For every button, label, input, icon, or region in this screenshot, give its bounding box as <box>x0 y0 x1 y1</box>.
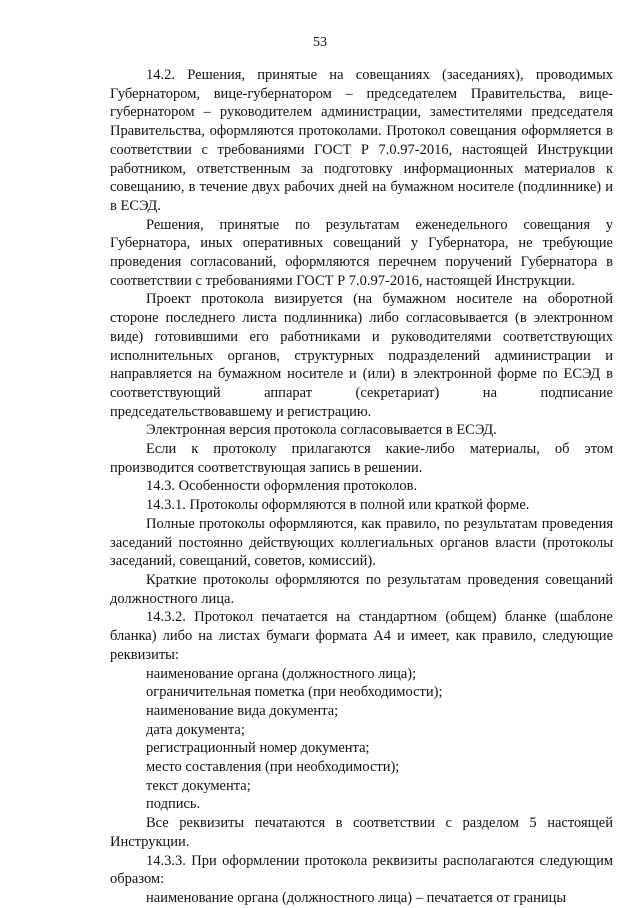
requisite-item: место составления (при необходимости); <box>146 759 400 776</box>
paragraph-draft-approval: Проект протокола визируется (на бумажном носителе на оборотной стороне последнего листа подлинника) либо согласовывается (в электронном виде) готовившими его работниками и руководителями соответствующих исполнительных органов, структурных подразделений администрации и направляется на бумажном носителе и (или) в электронной форме по ЕСЭД в соответствующий аппарат (секретариат) на подписание председательствовавшему и регистрацию. <box>110 291 613 420</box>
paragraph-14-3-2: 14.3.2. Протокол печатается на стандартном (общем) бланке (шаблоне бланка) либо на листах бумаги формата А4 и имеет, как правило, следующие реквизиты: <box>110 609 613 663</box>
paragraph-14-2: 14.2. Решения, принятые на совещаниях (заседаниях), проводимых Губернатором, вице-губернатором – председателем Правительства, вице-губернатором – руководителем администрации, заместителями председателя Правительства, оформляются протоколами. Протокол совещания оформляется в соответствии с требованиями ГОСТ Р 7.0.97-2016, настоящей Инструкции работником, ответственным за подготовку информационных материалов к совещанию, в течение двух рабочих дней на бумажном носителе (подлиннике) и в ЕСЭД. <box>110 67 613 214</box>
requisite-item: ограничительная пометка (при необходимости); <box>146 684 443 701</box>
requisite-item: наименование органа (должностного лица); <box>146 665 417 682</box>
paragraph-14-3-3: 14.3.3. При оформлении протокола реквизиты располагаются следующим образом: <box>110 852 613 888</box>
requisite-item: текст документа; <box>146 777 251 794</box>
page-number: 53 <box>313 35 327 50</box>
paragraph-weekly-meeting: Решения, принятые по результатам еженедельного совещания у Губернатора, иных оперативных совещаний у Губернатора, не требующие проведения согласований, оформляются перечнем поручений Губернатора в соответствии с требованиями ГОСТ Р 7.0.97-2016, настоящей Инструкции. <box>110 216 613 289</box>
heading-14-3: 14.3. Особенности оформления протоколов. <box>146 478 418 495</box>
document-body <box>110 66 613 908</box>
requisite-item: регистрационный номер документа; <box>146 740 370 757</box>
paragraph-14-3-1: 14.3.1. Протоколы оформляются в полной или краткой форме. <box>146 497 530 514</box>
requisite-item: дата документа; <box>146 721 245 738</box>
paragraph-all-requisites: Все реквизиты печатаются в соответствии с разделом 5 настоящей Инструкции. <box>110 815 613 850</box>
paragraph-short-protocols: Краткие протоколы оформляются по результатам проведения совещаний должностного лица. <box>110 571 613 607</box>
paragraph-electronic-version: Электронная версия протокола согласовывается в ЕСЭД. <box>146 422 497 439</box>
paragraph-attachments: Если к протоколу прилагаются какие-либо материалы, об этом производится соответствующая запись в решении. <box>110 441 613 476</box>
requisite-item: подпись. <box>146 796 201 813</box>
requisite-item: наименование вида документа; <box>146 702 339 719</box>
paragraph-organ-name: наименование органа (должностного лица) – печатается от границы <box>146 889 567 906</box>
paragraph-full-protocols: Полные протоколы оформляются, как правило, по результатам проведения заседаний постоянно действующих коллегиальных органов власти (протоколы заседаний, совещаний, советов, комиссий). <box>110 515 613 570</box>
